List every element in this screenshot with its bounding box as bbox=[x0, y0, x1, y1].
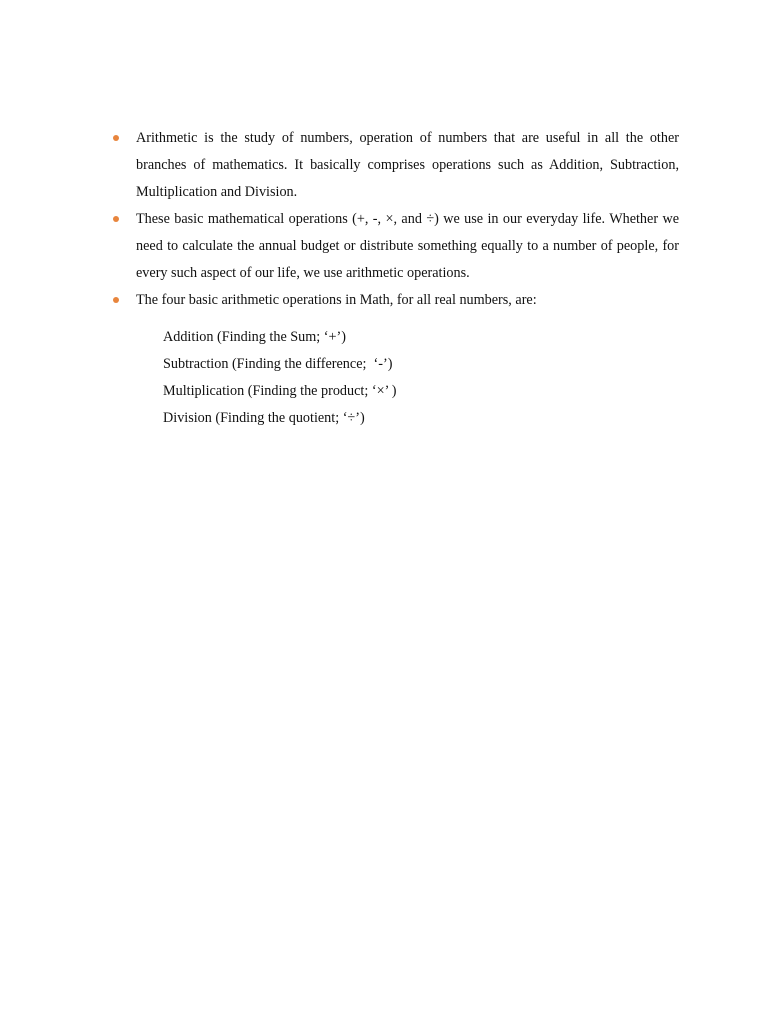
operations-list bbox=[163, 324, 397, 432]
operation-subtraction: Subtraction (Finding the difference; ‘-’) bbox=[163, 356, 393, 372]
bullet-item-everyday-use bbox=[107, 206, 679, 287]
bullet-text: These basic mathematical operations (+, -, ×, and ÷) we use in our everyday life. Whether we need to calculate the annual budget or distribute something equally to a number of people, for every such aspect of our life, we use arithmetic operations. bbox=[136, 211, 679, 281]
bullet-text: Arithmetic is the study of numbers, operation of numbers that are useful in all the other branches of mathematics. It basically comprises operations such as Addition, Subtraction, Multiplication and Division. bbox=[136, 130, 679, 200]
bullet-dot-icon bbox=[113, 135, 119, 141]
operation-division: Division (Finding the quotient; ‘÷’) bbox=[163, 410, 365, 426]
bullet-dot-icon bbox=[113, 297, 119, 303]
bullet-item-four-operations bbox=[107, 287, 679, 314]
operation-addition: Addition (Finding the Sum; ‘+’) bbox=[163, 329, 346, 345]
bullet-dot-icon bbox=[113, 216, 119, 222]
bullet-list bbox=[107, 125, 679, 314]
operation-multiplication: Multiplication (Finding the product; ‘×’ ) bbox=[163, 383, 397, 399]
bullet-text: The four basic arithmetic operations in Math, for all real numbers, are: bbox=[136, 292, 537, 308]
bullet-item-arithmetic-definition bbox=[107, 125, 679, 206]
